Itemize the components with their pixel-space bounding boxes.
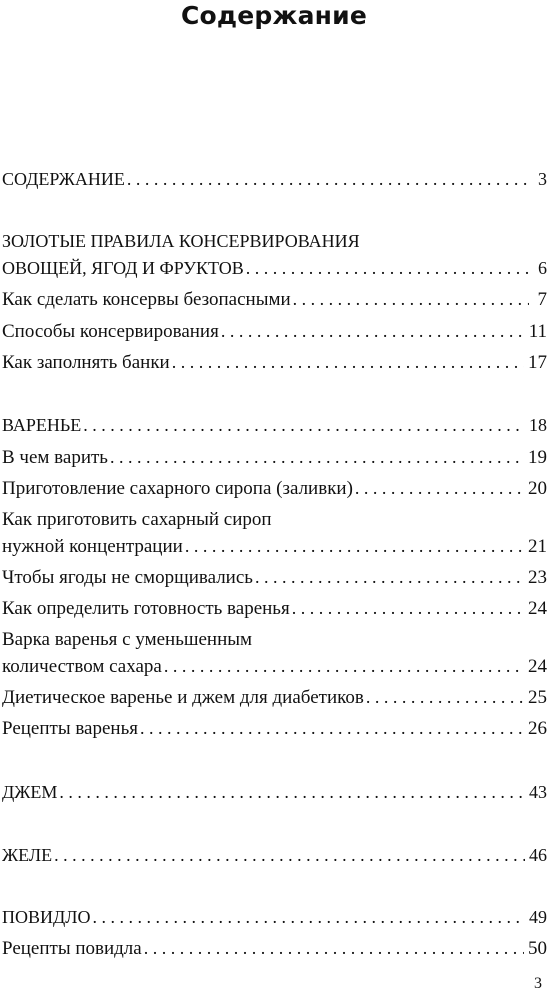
toc-entry-page: 17	[528, 352, 547, 373]
toc-entry[interactable]	[2, 717, 547, 740]
toc-entry[interactable]	[2, 535, 547, 558]
toc-leader-dots	[83, 414, 525, 436]
toc-entry-title: Рецепты повидла	[2, 938, 142, 959]
page-number: 3	[534, 975, 542, 992]
toc-entry-page: 21	[528, 536, 547, 557]
toc-entry-page: 6	[538, 258, 547, 278]
toc-entry-page: 11	[528, 321, 547, 342]
toc-entry-title: ЖЕЛЕ	[2, 845, 53, 865]
toc-entry-page: 18	[529, 415, 547, 435]
toc-entry[interactable]	[2, 906, 547, 928]
toc-entry-page: 50	[528, 938, 547, 959]
toc-entry-page: 49	[529, 907, 547, 927]
toc-entry-title: Приготовление сахарного сиропа (заливки)	[2, 478, 353, 499]
toc-entry[interactable]	[2, 446, 547, 469]
toc-entry[interactable]	[2, 477, 547, 500]
toc-entry[interactable]	[2, 686, 547, 709]
toc-entry-page: 3	[538, 169, 547, 189]
toc-leader-dots	[366, 686, 524, 709]
toc-entry-title: Чтобы ягоды не сморщивались	[2, 567, 253, 588]
toc-entry[interactable]	[2, 937, 547, 960]
toc-leader-dots	[172, 351, 524, 374]
toc-leader-dots	[54, 844, 525, 866]
toc-leader-dots	[221, 320, 525, 343]
toc-entry-title: ПОВИДЛО	[2, 907, 91, 927]
toc-entry[interactable]	[2, 320, 547, 343]
toc-leader-dots	[292, 597, 524, 620]
toc-entry-page: 43	[529, 782, 547, 802]
toc-entry-title: Как заполнять банки	[2, 352, 170, 373]
toc-entry-title: Как сделать консервы безопасными	[2, 289, 291, 310]
toc-entry-title: Диетическое варенье и джем для диабетиков	[2, 687, 364, 708]
toc-entry[interactable]	[2, 844, 547, 866]
toc-entry-title-line: Как приготовить сахарный сироп	[2, 509, 272, 530]
toc-leader-dots	[127, 168, 529, 190]
toc-leader-dots	[185, 535, 524, 558]
toc-entry-title: ОВОЩЕЙ, ЯГОД И ФРУКТОВ	[2, 258, 244, 278]
toc-entry[interactable]	[2, 168, 547, 190]
toc-entry-title: Способы консервирования	[2, 321, 219, 342]
toc-leader-dots	[140, 717, 524, 740]
toc-entry-title: СОДЕРЖАНИЕ	[2, 169, 125, 189]
toc-leader-dots	[144, 937, 524, 960]
toc-entry[interactable]	[2, 351, 547, 374]
toc-entry-page: 24	[528, 656, 547, 677]
toc-leader-dots	[255, 566, 524, 589]
toc-entry-page: 26	[528, 718, 547, 739]
toc-leader-dots	[293, 288, 529, 311]
toc-leader-dots	[355, 477, 524, 500]
toc-entry-title: ДЖЕМ	[2, 782, 58, 802]
toc-entry-page: 19	[528, 447, 547, 468]
toc-entry-page: 23	[528, 567, 547, 588]
toc-entry[interactable]	[2, 566, 547, 589]
toc-leader-dots	[93, 906, 526, 928]
toc-entry-page: 7	[537, 289, 547, 310]
toc-entry-page: 20	[528, 478, 547, 499]
toc-entry[interactable]	[2, 655, 547, 678]
toc-entry-title: нужной концентрации	[2, 536, 183, 557]
toc-entry-page: 25	[528, 687, 547, 708]
toc-entry[interactable]	[2, 781, 547, 803]
toc-leader-dots	[59, 781, 525, 803]
toc-entry-title: количеством сахара	[2, 656, 162, 677]
toc-entry[interactable]	[2, 414, 547, 436]
toc-leader-dots	[246, 257, 529, 279]
toc-leader-dots	[110, 446, 524, 469]
toc-entry-page: 46	[529, 845, 547, 865]
toc-entry[interactable]	[2, 597, 547, 620]
toc-entry-title: ВАРЕНЬЕ	[2, 415, 82, 435]
toc-entry-title: В чем варить	[2, 447, 108, 468]
toc-leader-dots	[164, 655, 524, 678]
page-title: Содержание	[180, 1, 368, 30]
toc-entry-title-line: Варка варенья с уменьшенным	[2, 629, 253, 650]
toc-entry-title: Рецепты варенья	[2, 718, 138, 739]
toc-entry-page: 24	[528, 598, 547, 619]
toc-entry[interactable]	[2, 288, 547, 311]
toc-entry[interactable]	[2, 257, 547, 279]
toc-entry-title: Как определить готовность варенья	[2, 598, 290, 619]
toc-entry-title-line: ЗОЛОТЫЕ ПРАВИЛА КОНСЕРВИРОВАНИЯ	[2, 231, 360, 251]
